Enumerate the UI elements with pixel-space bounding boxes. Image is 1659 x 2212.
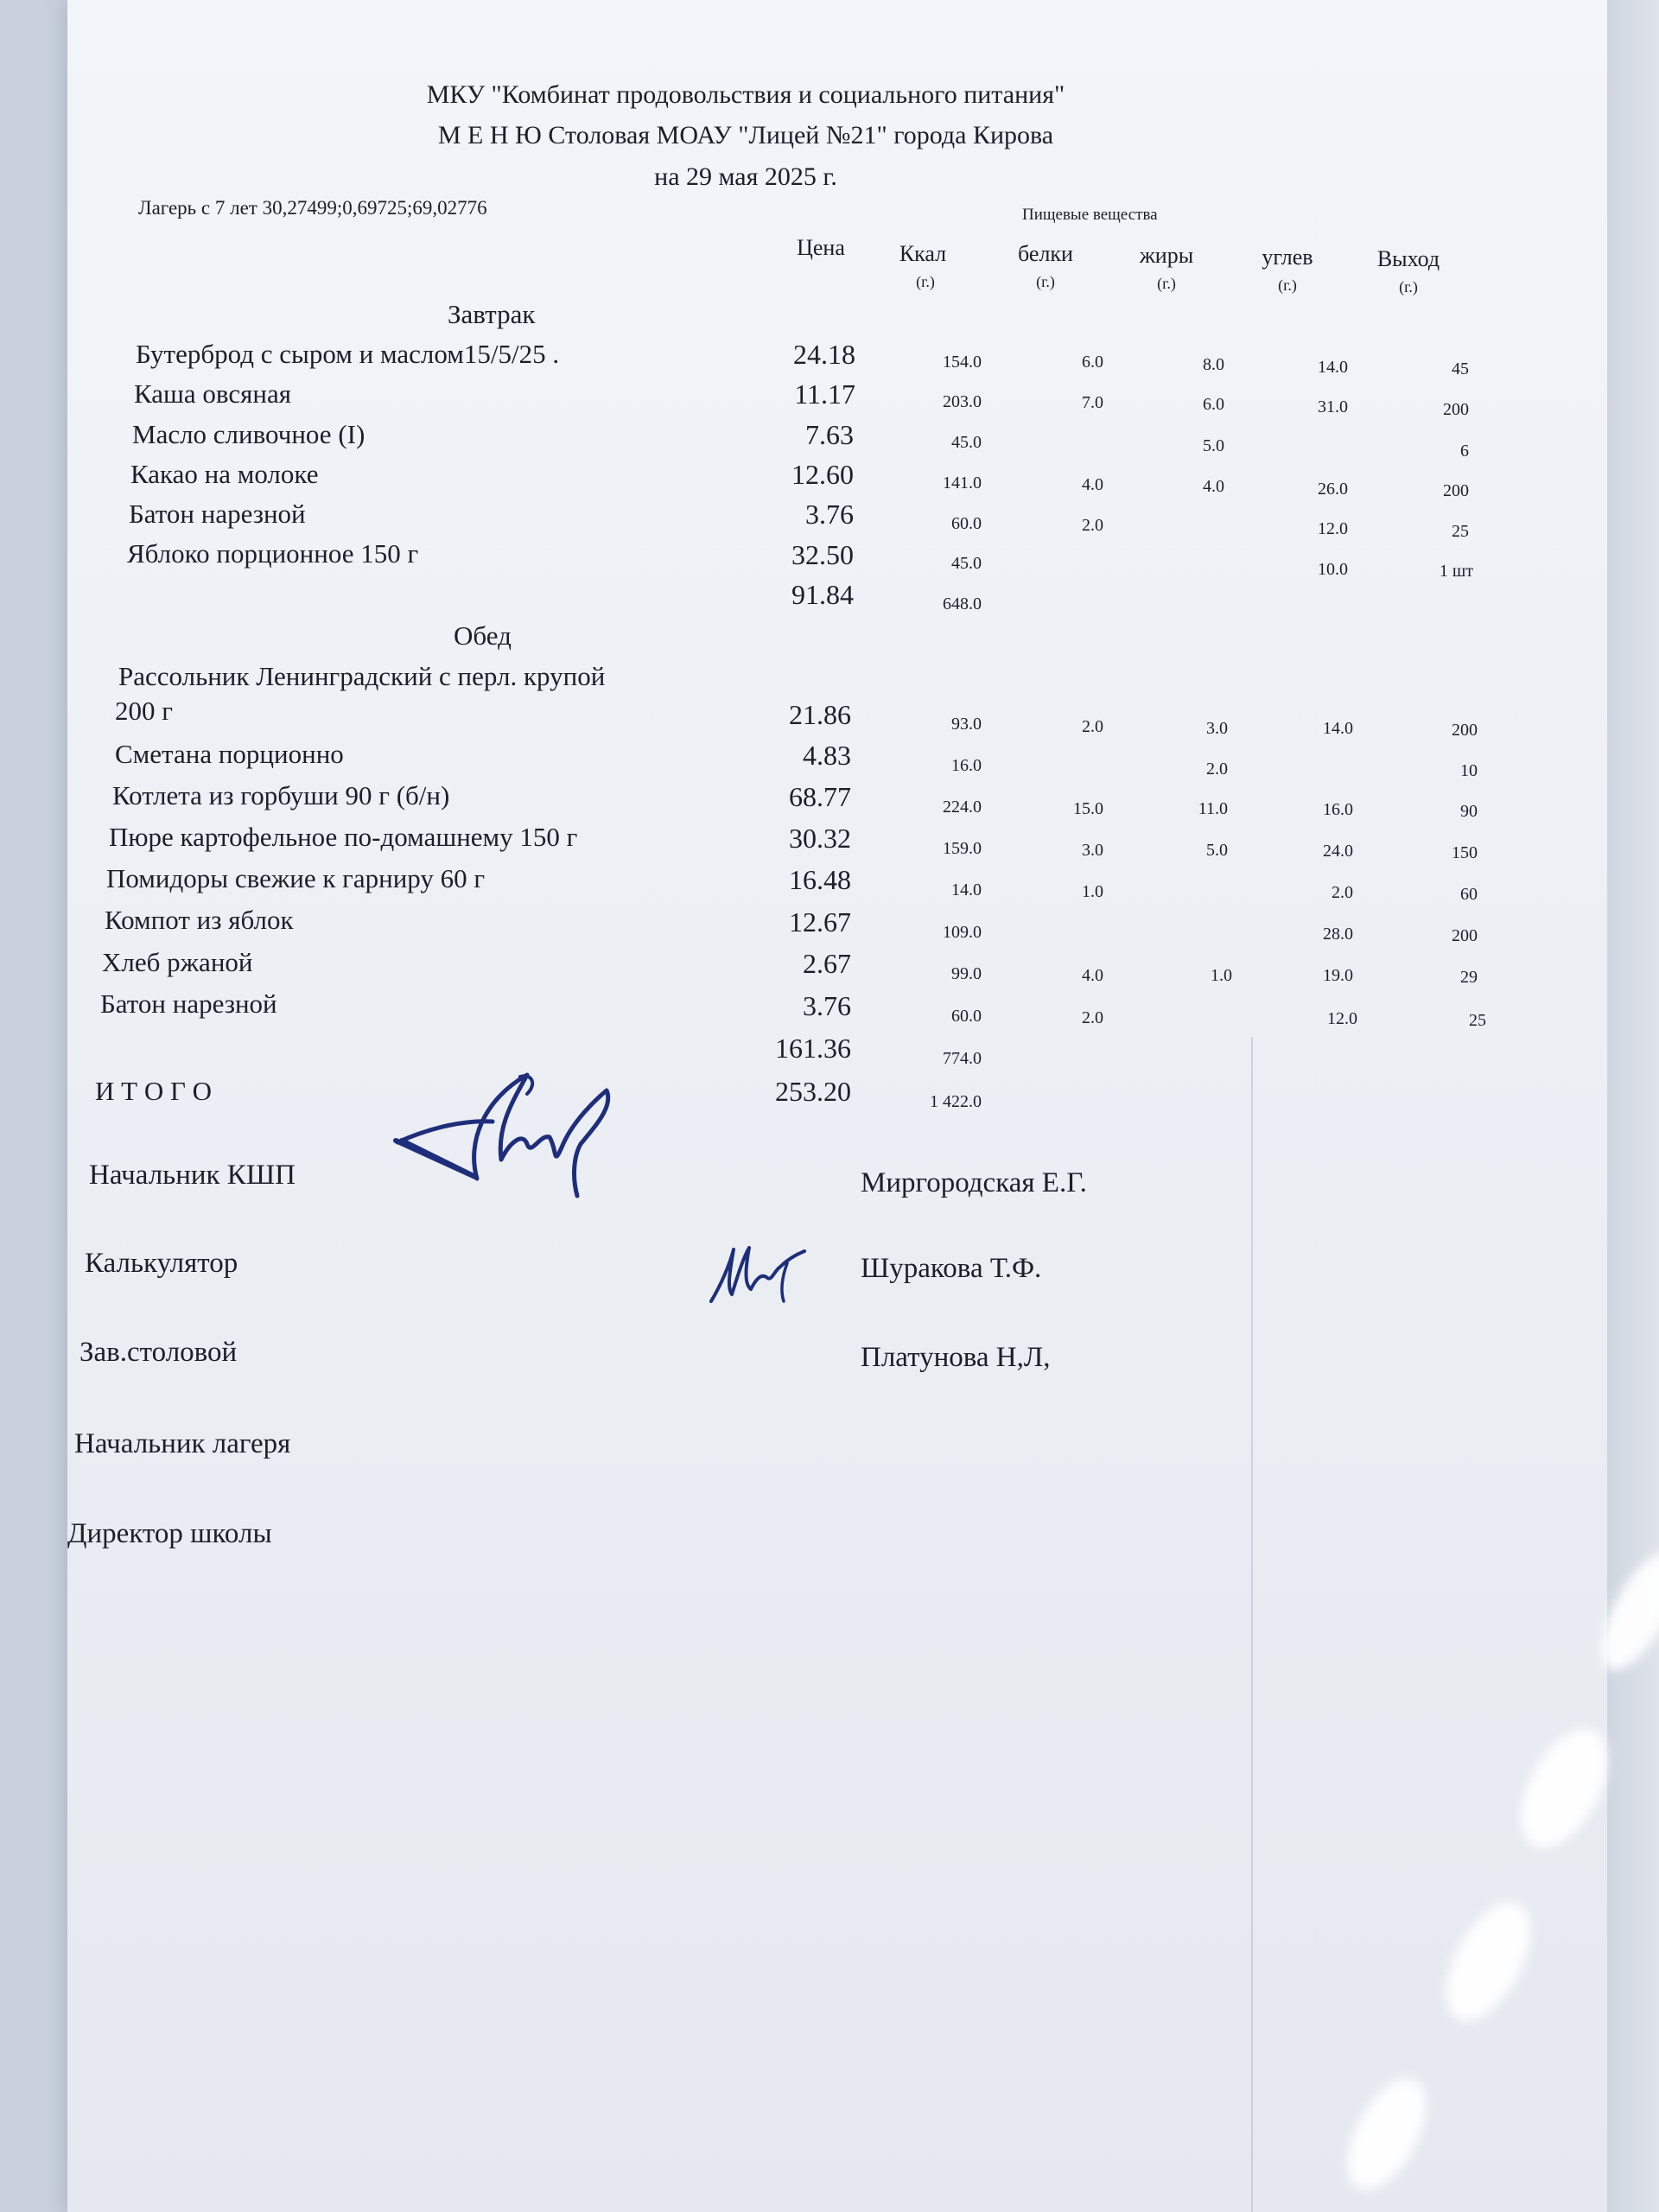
item-kcal: 14.0	[951, 880, 982, 899]
item-price: 11.17	[794, 378, 855, 410]
item-yield: 150	[1452, 843, 1478, 862]
col-yield: Выход	[1376, 246, 1440, 271]
item-protein: 1.0	[1082, 882, 1103, 901]
item-kcal: 203.0	[943, 392, 982, 411]
signature-mark	[704, 1237, 817, 1306]
signature-role: Начальник лагеря	[74, 1428, 291, 1459]
item-price: 30.32	[789, 823, 851, 854]
item-name: Батон нарезной	[100, 988, 277, 1019]
col-fat: жиры	[1139, 243, 1194, 268]
col-protein-unit: (г.)	[1036, 273, 1055, 290]
item-protein: 4.0	[1082, 475, 1103, 494]
item-name: Хлеб ржаной	[102, 947, 253, 977]
signature-mark	[380, 1065, 622, 1203]
item-fat: 11.0	[1198, 799, 1228, 818]
item-name: Яблоко порционное 150 г	[127, 538, 419, 569]
signature-name: Шуракова Т.Ф.	[861, 1253, 1042, 1284]
item-yield: 90	[1460, 802, 1478, 821]
org-title: МКУ "Комбинат продовольствия и социального питания"	[426, 80, 1065, 109]
item-yield: 200	[1443, 400, 1469, 419]
item-name: Какао на молоке	[130, 459, 319, 489]
breakfast-total-price: 91.84	[791, 579, 854, 610]
signature-role: Директор школы	[67, 1518, 272, 1549]
item-kcal: 154.0	[943, 353, 982, 372]
signature-role: Начальник КШП	[89, 1160, 296, 1191]
item-price: 32.50	[791, 539, 854, 570]
item-protein: 4.0	[1082, 966, 1103, 985]
grand-total-label: И Т О Г О	[95, 1076, 213, 1106]
item-fat: 1.0	[1211, 966, 1232, 985]
item-kcal: 141.0	[943, 474, 982, 493]
menu-date: на 29 мая 2025 г.	[654, 162, 837, 191]
signature-name: Миргородская Е.Г.	[861, 1167, 1087, 1198]
background-edge	[1607, 0, 1659, 2212]
item-yield: 1 шт	[1439, 562, 1473, 581]
item-yield: 25	[1452, 522, 1469, 541]
item-carbs: 10.0	[1318, 560, 1348, 579]
item-name: Масло сливочное (I)	[132, 419, 365, 449]
item-protein: 2.0	[1082, 717, 1103, 736]
item-yield: 45	[1452, 359, 1469, 378]
item-name: Пюре картофельное по-домашнему 150 г	[109, 822, 578, 852]
item-yield: 60	[1460, 885, 1478, 904]
item-name: Сметана порционно	[115, 739, 344, 769]
item-price: 68.77	[789, 781, 851, 812]
item-fat: 5.0	[1203, 436, 1224, 455]
signature-role: Калькулятор	[85, 1248, 238, 1279]
item-fat: 8.0	[1203, 355, 1224, 374]
item-yield: 29	[1460, 968, 1478, 987]
item-kcal: 159.0	[943, 839, 982, 858]
item-fat: 6.0	[1203, 395, 1224, 414]
item-price: 24.18	[793, 339, 855, 370]
grand-total-price: 253.20	[775, 1076, 851, 1107]
item-name: Бутерброд с сыром и маслом15/5/25 .	[136, 339, 560, 369]
item-price: 16.48	[789, 864, 851, 895]
item-carbs: 14.0	[1323, 719, 1353, 738]
item-protein: 3.0	[1082, 841, 1103, 860]
item-price: 3.76	[805, 499, 854, 530]
item-name: Помидоры свежие к гарниру 60 г	[106, 863, 486, 893]
item-carbs: 14.0	[1318, 358, 1348, 377]
item-yield: 25	[1469, 1011, 1486, 1030]
item-price: 12.67	[789, 906, 851, 938]
item-fat: 4.0	[1203, 477, 1224, 496]
item-carbs: 12.0	[1318, 519, 1348, 538]
item-yield: 200	[1452, 721, 1478, 740]
item-kcal: 60.0	[951, 514, 982, 533]
item-carbs: 2.0	[1332, 883, 1353, 902]
item-price: 2.67	[803, 948, 851, 979]
item-fat: 5.0	[1206, 841, 1228, 860]
item-name: Батон нарезной	[129, 499, 306, 529]
item-name: Каша овсяная	[134, 378, 291, 409]
item-yield: 200	[1443, 481, 1469, 500]
item-yield: 10	[1460, 761, 1478, 780]
item-carbs: 28.0	[1323, 925, 1353, 944]
item-price: 4.83	[803, 740, 851, 771]
col-price: Цена	[797, 235, 845, 260]
item-carbs: 26.0	[1318, 480, 1348, 499]
item-carbs: 24.0	[1323, 842, 1353, 861]
paper-crease	[1251, 1037, 1253, 2212]
item-carbs: 16.0	[1323, 800, 1353, 819]
item-price: 3.76	[803, 990, 851, 1021]
item-name: Котлета из горбуши 90 г (б/н)	[112, 780, 450, 810]
breakfast-total-kcal: 648.0	[943, 594, 982, 613]
signature-name: Платунова Н,Л,	[861, 1342, 1051, 1373]
item-protein: 2.0	[1082, 1008, 1103, 1027]
item-yield: 200	[1452, 926, 1478, 945]
item-yield: 6	[1460, 442, 1469, 461]
camp-note: Лагерь с 7 лет 30,27499;0,69725;69,02776	[138, 197, 487, 219]
section-lunch: Обед	[454, 620, 512, 651]
menu-title: М Е Н Ю Столовая МОАУ "Лицей №21" города Кирова	[437, 121, 1054, 149]
item-name-cont: 200 г	[115, 696, 173, 726]
item-kcal: 224.0	[943, 798, 982, 817]
item-price: 21.86	[789, 699, 851, 730]
item-protein: 6.0	[1082, 353, 1103, 372]
col-fat-unit: (г.)	[1157, 275, 1176, 292]
item-carbs: 31.0	[1318, 397, 1348, 416]
col-carbs-unit: (г.)	[1278, 276, 1297, 294]
item-kcal: 60.0	[951, 1007, 982, 1026]
item-fat: 2.0	[1206, 760, 1228, 779]
item-carbs: 19.0	[1323, 966, 1353, 985]
item-protein: 7.0	[1082, 393, 1103, 412]
lunch-total-price: 161.36	[775, 1033, 851, 1064]
item-carbs: 12.0	[1327, 1009, 1357, 1028]
item-kcal: 16.0	[951, 756, 982, 775]
item-price: 7.63	[805, 419, 854, 450]
nutrients-title: Пищевые вещества	[1022, 206, 1158, 224]
item-name: Компот из яблок	[105, 905, 294, 935]
col-yield-unit: (г.)	[1399, 278, 1418, 296]
item-protein: 15.0	[1073, 799, 1103, 818]
item-kcal: 99.0	[951, 964, 982, 983]
item-name: Рассольник Ленинградский с перл. крупой	[118, 661, 606, 691]
grand-total-kcal: 1 422.0	[930, 1092, 982, 1111]
item-protein: 2.0	[1082, 516, 1103, 535]
col-kcal: Ккал	[899, 241, 947, 266]
signature-role: Зав.столовой	[79, 1337, 238, 1368]
item-fat: 3.0	[1206, 719, 1228, 738]
lunch-total-kcal: 774.0	[943, 1049, 982, 1068]
col-carbs: углев	[1262, 245, 1313, 270]
item-kcal: 109.0	[943, 923, 982, 942]
col-kcal-unit: (г.)	[916, 273, 935, 290]
col-protein: белки	[1018, 241, 1073, 266]
item-price: 12.60	[791, 459, 854, 490]
section-breakfast: Завтрак	[448, 299, 536, 329]
item-kcal: 45.0	[951, 554, 982, 573]
item-kcal: 45.0	[951, 433, 982, 452]
item-kcal: 93.0	[951, 715, 982, 734]
